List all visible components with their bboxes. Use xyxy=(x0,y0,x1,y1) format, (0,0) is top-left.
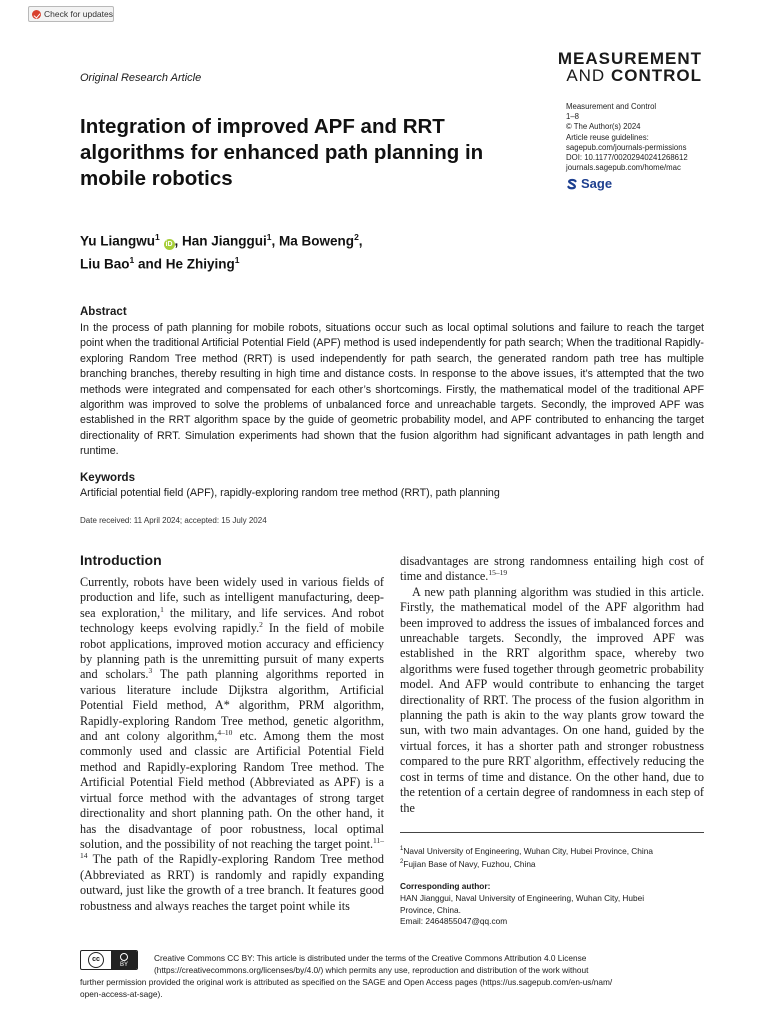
author-affiliation: 1 xyxy=(155,232,160,242)
author-name: Yu Liangwu xyxy=(80,233,156,249)
body-text: Currently, robots have been widely used in various fields of production and life, such as intelligent manufacturing, deep-sea exploration, xyxy=(80,575,384,620)
sage-logo-icon xyxy=(566,178,578,190)
license-line: open-access-at-sage). xyxy=(80,989,163,999)
citation-ref[interactable]: 1 xyxy=(160,604,164,614)
journal-home-link[interactable]: journals.sagepub.com/home/mac xyxy=(566,163,681,173)
body-column-left xyxy=(80,575,384,914)
footnote-divider xyxy=(400,832,704,833)
affiliation-item xyxy=(400,857,653,870)
citation-ref[interactable]: 11–14 xyxy=(80,835,384,861)
brand-control: CONTROL xyxy=(610,66,702,85)
license-line: Creative Commons CC BY: This article is distributed under the terms of the Creative Commons Attribution 4.0 License xyxy=(154,953,587,963)
reuse-guidelines-label: Article reuse guidelines: xyxy=(566,132,649,142)
body-text: The path of the Rapidly-exploring Random Tree method (Abbreviated as RRT) is randomly and rapidly expanding outward, just like the growth of a tree branch. It features good robustness and always reaches the target point while its xyxy=(80,852,384,913)
author-affiliation: 1 xyxy=(266,232,272,242)
orcid-icon[interactable]: iD xyxy=(165,240,173,248)
corresponding-author-details xyxy=(400,893,700,928)
author-name: He Zhiying xyxy=(165,256,235,271)
submission-dates: Date received: 11 April 2024; accepted: 15 July 2024 xyxy=(80,516,267,525)
by-label: BY xyxy=(119,961,128,968)
keywords-heading: Keywords xyxy=(80,472,135,484)
check-updates-icon xyxy=(32,10,41,19)
corresponding-author-heading: Corresponding author: xyxy=(400,881,491,891)
author-affiliation: 1 xyxy=(129,254,135,265)
cc-mark: cc xyxy=(88,952,104,968)
author-affiliation: 1 xyxy=(234,254,240,265)
permissions-link[interactable]: sagepub.com/journals-permissions xyxy=(566,142,687,152)
citation-ref[interactable]: 2 xyxy=(259,620,263,630)
citation-ref[interactable]: 15–19 xyxy=(488,568,508,578)
affiliation-text: Fujian Base of Navy, Fuzhou, China xyxy=(403,859,536,870)
license-line: further permission provided the original work is attributed as specified on the SAGE and Open Access pages (https://us.sagepub.com/en-us/nam/ xyxy=(80,977,613,987)
affiliation-item xyxy=(400,844,653,857)
author-list: Yu Liangwu$^1$ iD , Han Jianggui$^1$, Ma Boweng$^2$, Liu Bao$^1$ and He Zhiying$^1$ xyxy=(80,232,363,271)
intro-paragraph-2: A new path planning algorithm was studied in this article. Firstly, the mathematical model of the APF algorithm had been improved to address the issues of imbalanced forces and unreachable targets. Secondly, the improved APF was established in the RRT algorithm space, whereby two algorithms were fused together through geometric probability model. And AFP would contribute to enhancing the target directionality of RRT. The process of the fusion algorithm in planning the path is akin to the way plants grow toward the sun, with two main advantages. On one hand, guided by the virtual forces, it has a shorter path and stronger robustness compared to the pure RRT algorithm, effectively reducing the cost in terms of time and distance. On the other hand, due to the retention of a certain degree of randomness in each step of the xyxy=(400,584,704,815)
brand-line1: MEASUREMENT xyxy=(557,49,702,68)
author-name: Ma Boweng xyxy=(279,233,355,249)
brand-and: AND xyxy=(566,66,606,85)
body-column-right xyxy=(400,554,704,816)
journal-name: Measurement and Control xyxy=(566,102,657,111)
abstract-heading: Abstract xyxy=(80,306,127,318)
affiliation-text: Naval University of Engineering, Wuhan City, Hubei Province, China xyxy=(403,845,653,856)
affiliation-number: 2 xyxy=(400,859,404,866)
article-type: Original Research Article xyxy=(80,72,202,84)
corresponding-author-email[interactable]: Email: 2464855047@qq.com xyxy=(400,916,508,926)
publisher-name: Sage xyxy=(581,176,613,191)
author-affiliation: 2 xyxy=(354,232,359,242)
corresponding-author-name: HAN Jianggui, Naval University of Engineering, Wuhan City, Hubei xyxy=(400,893,645,903)
citation-ref[interactable]: 4–10 xyxy=(217,728,233,738)
intro-paragraph-1 xyxy=(80,575,384,914)
journal-brand-logo xyxy=(558,50,702,84)
author-name: Han Jianggui xyxy=(182,233,267,249)
body-text: etc. Among them the most commonly used and classic are Artificial Potential Field method and Rapidly-exploring Random Tree method. The Artificial Potential Field method (Abbreviated as APF) is a virtual force method with the advantages of strong target directionality and short planning path. On the other hand, it has the disadvantage of poor robustness, local optimal solution, and the possibility of not reaching the target point. xyxy=(80,729,384,851)
check-updates-label: Check for updates xyxy=(44,9,113,19)
license-line: (https://creativecommons.org/licenses/by/4.0/) which permits any use, reproduction and distribution of the work without xyxy=(154,965,589,975)
body-text: The path planning algorithms reported in various literature include Dijkstra algorithm, Artificial Potential Field method, A* algorithm, PRM algorithm, Rapidly-exploring Random Tree method, genetic algorithm, and ant colony algorithm, xyxy=(80,667,384,744)
author-name: Liu Bao xyxy=(80,256,130,271)
intro-paragraph-1-cont xyxy=(400,554,704,585)
affiliations xyxy=(400,844,653,871)
body-text: In the field of mobile robot applications, improved motion accuracy and efficiency by planning path is the unremitting pursuit of many experts and scholars. xyxy=(80,621,384,682)
introduction-heading: Introduction xyxy=(80,552,162,568)
citation-ref[interactable]: 3 xyxy=(148,666,153,676)
license-statement xyxy=(80,952,704,1000)
doi-link[interactable]: DOI: 10.1177/00202940241268612 xyxy=(566,153,688,163)
keywords-text: Artificial potential field (APF), rapidly-exploring random tree method (RRT), path planning xyxy=(80,487,500,499)
body-text: the military, and life services. And robot technology keeps evolving rapidly. xyxy=(80,605,384,636)
body-text: disadvantages are strong randomness entailing high cost of time and distance. xyxy=(400,554,704,584)
check-for-updates-button[interactable] xyxy=(28,6,114,22)
article-title: Integration of improved APF and RRT algorithms for enhanced path planning in mobile robotics xyxy=(80,115,484,190)
affiliation-number: 1 xyxy=(400,846,404,852)
journal-info xyxy=(566,102,688,173)
brand-line2 xyxy=(558,67,702,84)
copyright: © The Author(s) 2024 xyxy=(566,122,641,132)
publisher-logo xyxy=(566,176,612,191)
page-range: 1–8 xyxy=(566,112,580,122)
abstract-text: In the process of path planning for mobile robots, situations occur such as local optimal solutions and failure to reach the target point when the traditional Artificial Potential Field (APF) method is used independently for path search; When the traditional Rapidly-exploring Random Tree method (RRT) is used independently for path search, the generated random path tree has multiple branching branches, thereby resulting in high time and distance costs. In response to the above issues, it’s attempted that the two methods were integrated and compensated for each other’s shortcomings. Firstly, the mathematical model of the traditional APF algorithm was improved to solve the problems of unbalanced force and unreachable targets. Secondly, the improved APF was established in the RRT algorithm space by the guide of geometric probability model, and APF contributed to enhancing the target directionality of RRT. Simulation experiments had shown that the fusion algorithm had significant advantages in path length and runtime. xyxy=(80,322,704,458)
corresponding-author-location: Province, China. xyxy=(400,904,461,915)
